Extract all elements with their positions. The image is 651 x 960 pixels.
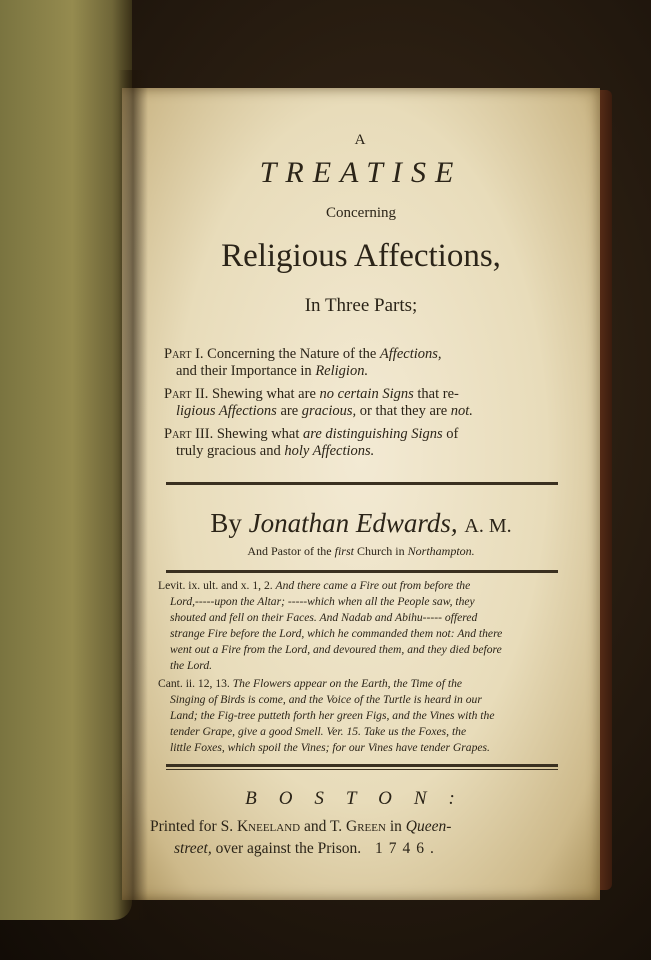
subtitle: In Three Parts; bbox=[304, 295, 418, 316]
quote-2-line-1: Cant. ii. 12, 13. The Flowers appear on the Earth, the Time of the bbox=[158, 677, 463, 690]
divider-rule-3b bbox=[166, 769, 558, 770]
quote-2-line-3: Land; the Fig-tree putteth forth her green Figs, and the Vines with the bbox=[170, 709, 495, 722]
imprint-line-2: street, over against the Prison. 1746. bbox=[174, 840, 440, 857]
quote-1-line-2: Lord,-----upon the Altar; -----which when all the People saw, they bbox=[170, 595, 475, 608]
quote-2-line-2: Singing of Birds is come, and the Voice of the Turtle is heard in our bbox=[170, 693, 482, 706]
quote-1-line-5: went out a Fire from the Lord, and devoured them, and they died before bbox=[170, 643, 502, 656]
title-treatise: TREATISE bbox=[259, 156, 463, 189]
divider-rule-1 bbox=[166, 482, 558, 485]
quote-1-line-3: shouted and fell on their Faces. And Nadab and Abihu----- offered bbox=[170, 611, 478, 624]
quote-1-line-6: the Lord. bbox=[170, 659, 213, 672]
part-3-line-1: Part III. Shewing what are distinguishing Signs of bbox=[164, 426, 459, 442]
divider-rule-2 bbox=[166, 570, 558, 573]
imprint-line-1: Printed for S. Kneeland and T. Green in Queen- bbox=[150, 818, 452, 835]
quote-1-line-1: Levit. ix. ult. and x. 1, 2. And there came a Fire out from before the bbox=[158, 579, 471, 592]
main-title: Religious Affections, bbox=[221, 238, 501, 274]
quote-2-line-5: little Foxes, which spoil the Vines; for our Vines have tender Grapes. bbox=[170, 741, 490, 754]
part-3-line-2: truly gracious and holy Affections. bbox=[176, 443, 375, 459]
book-gutter-shadow bbox=[118, 70, 148, 920]
part-2-line-1: Part II. Shewing what are no certain Signs that re- bbox=[164, 386, 459, 402]
divider-rule-3 bbox=[166, 764, 558, 767]
quote-1-line-4: strange Fire before the Lord, which he commanded them not: And there bbox=[170, 627, 503, 640]
title-concerning: Concerning bbox=[326, 205, 396, 221]
quote-2-line-4: tender Grape, give a good Smell. Ver. 15. Take us the Foxes, the bbox=[170, 725, 467, 738]
title-article: A bbox=[354, 132, 368, 148]
imprint-year: 1746. bbox=[375, 840, 440, 857]
imprint-city: BOSTON: bbox=[245, 788, 477, 809]
title-page bbox=[122, 88, 600, 900]
book-edge bbox=[598, 90, 612, 890]
part-1-line-2: and their Importance in Religion. bbox=[176, 363, 369, 379]
facing-page bbox=[0, 0, 132, 920]
author-line: By Jonathan Edwards, A. M. bbox=[210, 508, 512, 538]
part-1-line-1: Part I. Concerning the Nature of the Affections, bbox=[164, 346, 442, 362]
pastor-line: And Pastor of the first Church in Northampton. bbox=[247, 544, 475, 558]
part-2-line-2: ligious Affections are gracious, or that they are not. bbox=[176, 403, 473, 419]
